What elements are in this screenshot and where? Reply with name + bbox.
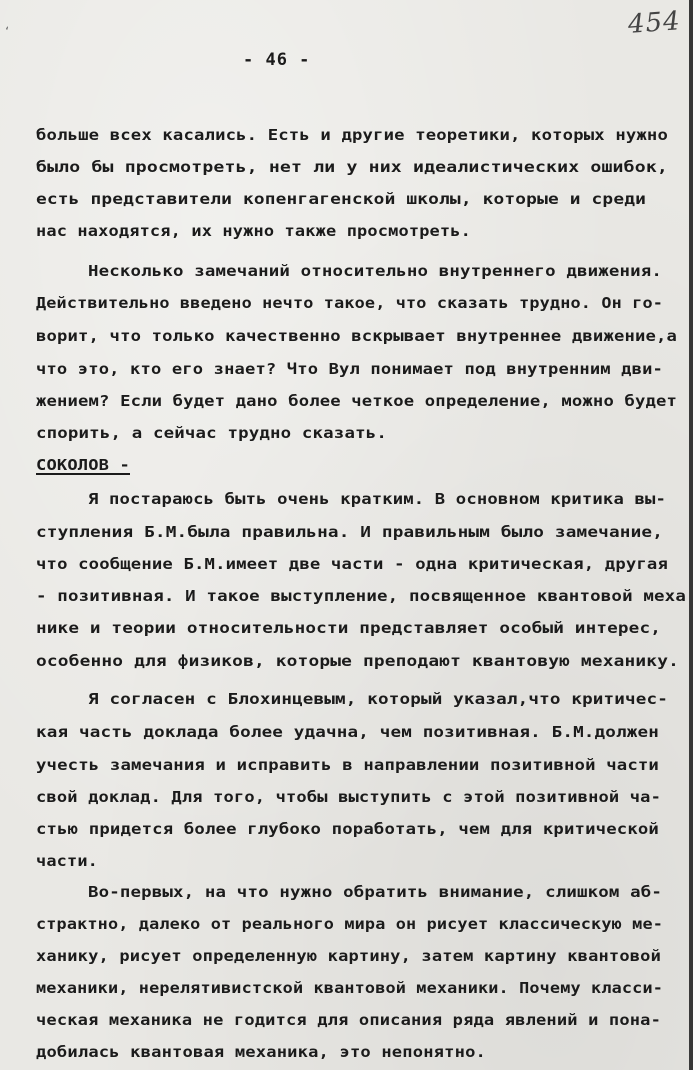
- text-line: что это, кто его знает? Что Вул понимает под внутренним дви-: [36, 360, 663, 378]
- text-line: страктно, далеко от реального мира он рисует классическую ме-: [36, 915, 663, 933]
- text-line: ворит, что только качественно вскрывает внутреннее движение,а: [36, 327, 677, 345]
- text-line: механики, нерелятивистской квантовой механики. Почему класси-: [36, 979, 663, 997]
- page-number: - 46 -: [243, 50, 311, 70]
- text-line: было бы просмотреть, нет ли у них идеалистических ошибок,: [36, 158, 668, 176]
- text-line: - позитивная. И такое выступление, посвященное квантовой меха: [36, 587, 686, 605]
- text-line: Действительно введено нечто такое, что сказать трудно. Он го-: [36, 294, 663, 312]
- scan-edge: [689, 0, 693, 1070]
- text-line: части.: [36, 852, 98, 870]
- text-line: нике и теории относительности представляет особый интерес,: [36, 619, 661, 637]
- text-line: Во-первых, на что нужно обратить внимание, слишком аб-: [88, 883, 662, 901]
- corner-mark: ʻ: [4, 26, 11, 37]
- text-line: ческая механика не годится для описания ряда явлений и пона-: [36, 1011, 661, 1029]
- archive-number: 454: [627, 6, 682, 40]
- text-line: кая часть доклада более удачна, чем позитивная. Б.М.должен: [36, 723, 659, 741]
- text-line: Несколько замечаний относительно внутреннего движения.: [88, 262, 662, 280]
- text-line: ступления Б.М.была правильна. И правильным было замечание,: [36, 523, 663, 541]
- text-line: Я согласен с Блохинцевым, который указал,что критичес-: [88, 690, 668, 708]
- text-line: Я постараюсь быть очень кратким. В основном критика вы-: [88, 490, 666, 508]
- text-line: спорить, а сейчас трудно сказать.: [36, 424, 387, 442]
- text-line: особенно для физиков, которые преподают квантовую механику.: [36, 652, 679, 670]
- text-line: есть представители копенгагенской школы, которые и среди: [36, 190, 646, 208]
- text-line: стью придется более глубоко поработать, чем для критической: [36, 820, 659, 838]
- text-line: что сообщение Б.М.имеет две части - одна критическая, другая: [36, 555, 668, 573]
- text-line: нас находятся, их нужно также просмотреть.: [36, 222, 471, 240]
- text-line: больше всех касались. Есть и другие теоретики, которых нужно: [36, 126, 668, 144]
- text-line: жением? Если будет дано более четкое определение, можно будет: [36, 392, 677, 410]
- text-line: добилась квантовая механика, это непонятно.: [36, 1043, 486, 1061]
- text-line: ханику, рисует определенную картину, затем картину квантовой: [36, 947, 661, 965]
- text-line: свой доклад. Для того, чтобы выступить с этой позитивной ча-: [36, 788, 661, 806]
- speaker-name: СОКОЛОВ -: [36, 456, 130, 474]
- text-line: учесть замечания и исправить в направлении позитивной части: [36, 756, 659, 774]
